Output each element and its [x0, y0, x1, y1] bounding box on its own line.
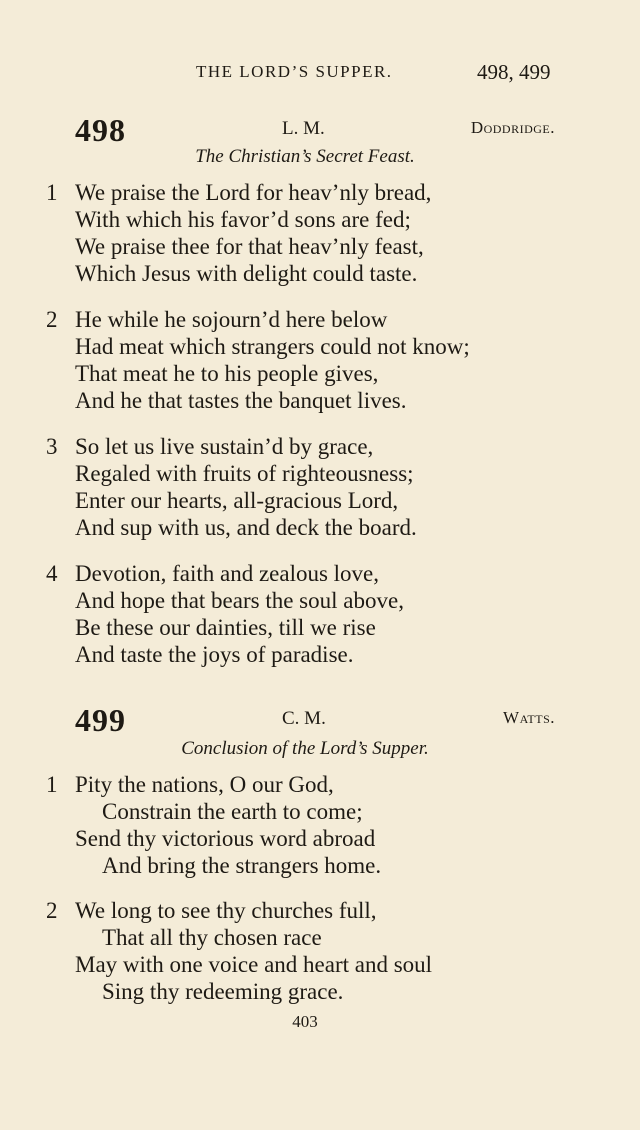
hymn-number: 498 [75, 112, 126, 148]
hymn-number: 499 [75, 702, 126, 738]
verse-line: Devotion, faith and zealous love, [75, 561, 380, 586]
verse-line: And hope that bears the soul above, [75, 588, 404, 613]
verse-line: Which Jesus with delight could taste. [75, 261, 418, 286]
hymn-header [0, 702, 640, 742]
page-number: 403 [292, 1012, 318, 1031]
hymn-title: The Christian’s Secret Feast. [195, 146, 415, 167]
verse-line: Constrain the earth to come; [102, 799, 363, 824]
hymn-title: Conclusion of the Lord’s Supper. [181, 738, 429, 759]
running-head-title: THE LORD’S SUPPER. [196, 62, 393, 81]
stanza-number: 3 [46, 434, 58, 459]
running-head-hymn-numbers: 498, 499 [477, 60, 551, 84]
running-head [0, 60, 640, 90]
stanza-number: 1 [46, 180, 58, 205]
verse-line: Regaled with fruits of righteousness; [75, 461, 414, 486]
verse-line: Sing thy redeeming grace. [102, 979, 344, 1004]
verse-line: We long to see thy churches full, [75, 898, 377, 923]
verse-line: With which his favor’d sons are fed; [75, 207, 411, 232]
verse-line: And sup with us, and deck the board. [75, 515, 417, 540]
stanza-number: 4 [46, 561, 58, 586]
stanza-number: 1 [46, 772, 58, 797]
verse-line: We praise thee for that heav’nly feast, [75, 234, 424, 259]
verse-line: Pity the nations, O our God, [75, 772, 334, 797]
verse-line: That meat he to his people gives, [75, 361, 379, 386]
verse-line: Enter our hearts, all-gracious Lord, [75, 488, 399, 513]
hymn-author: Watts. [503, 708, 555, 727]
stanza-number: 2 [46, 307, 58, 332]
verse-line: He while he sojourn’d here below [75, 307, 388, 332]
verse-line: And bring the strangers home. [102, 853, 382, 878]
hymn-meter: C. M. [282, 708, 326, 729]
verse-line: May with one voice and heart and soul [75, 952, 433, 977]
hymn-author: Doddridge. [470, 118, 555, 137]
verse-line: Had meat which strangers could not know; [75, 334, 470, 359]
verse-line: And he that tastes the banquet lives. [75, 388, 407, 413]
stanza-number: 2 [46, 898, 58, 923]
verse-line: And taste the joys of paradise. [75, 642, 354, 667]
verse-line: Be these our dainties, till we rise [75, 615, 376, 640]
verse-line: So let us live sustain’d by grace, [75, 434, 374, 459]
verse-line: That all thy chosen race [102, 925, 322, 950]
verse-line: Send thy victorious word abroad [75, 826, 376, 851]
verse-line: We praise the Lord for heav’nly bread, [75, 180, 432, 205]
hymn-meter: L. M. [282, 118, 325, 139]
